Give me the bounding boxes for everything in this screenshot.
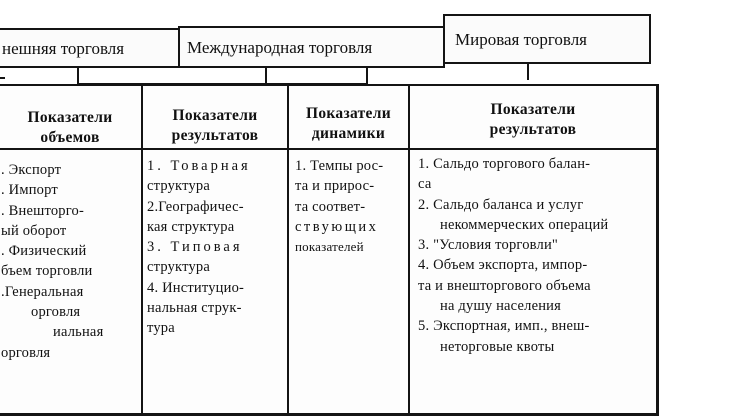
- list-item: .Генеральная: [1, 283, 84, 300]
- heading-line: результатов: [489, 121, 577, 138]
- indicator-column-volume: [0, 86, 141, 416]
- heading-line: результатов: [171, 127, 259, 144]
- list-item: ствующих: [295, 218, 379, 235]
- column-heading: [410, 100, 656, 140]
- indicator-list: [418, 154, 656, 357]
- list-item: иальная: [53, 324, 104, 341]
- trade-type-label: Мировая торговля: [455, 30, 587, 49]
- list-item: 5. Экспортная, имп., внеш-: [418, 318, 590, 335]
- indicator-column-results-2: [410, 86, 656, 416]
- list-item: бъем торговли: [1, 263, 93, 280]
- list-item: са: [418, 176, 432, 193]
- list-item: 4. Объем экспорта, импор-: [418, 257, 588, 274]
- list-item: 3. Типовая: [147, 239, 243, 256]
- list-item: 4. Институцио-: [147, 279, 245, 296]
- trade-type-international: [178, 26, 445, 68]
- list-item: тура: [147, 320, 175, 337]
- list-item: . Внешторго-: [1, 202, 84, 219]
- indicator-list: [147, 156, 287, 339]
- list-item: 1. Товарная: [147, 158, 251, 174]
- connector-vertical: [527, 64, 529, 80]
- connector-horizontal: [0, 77, 5, 79]
- indicator-column-results: [143, 86, 287, 416]
- trade-type-label: Международная торговля: [187, 38, 373, 57]
- trade-type-external: [0, 28, 180, 68]
- list-item: 2.Географичес-: [147, 198, 244, 215]
- heading-line: Показатели: [490, 101, 576, 118]
- column-heading: [143, 106, 287, 146]
- list-item: . Импорт: [1, 182, 58, 199]
- connector-vertical: [77, 68, 79, 84]
- list-item: та и внешторгового объема: [418, 277, 591, 294]
- list-item: . Физический: [1, 243, 87, 260]
- indicator-list: [1, 160, 141, 363]
- indicator-list: [295, 156, 408, 257]
- list-item: показателей: [295, 239, 364, 255]
- list-item: на душу населения: [440, 298, 561, 315]
- list-item: нальная струк-: [147, 300, 242, 317]
- heading-line: объемов: [40, 129, 100, 146]
- list-item: та соответ-: [295, 198, 366, 215]
- list-item: 2. Сальдо баланса и услуг: [418, 196, 584, 213]
- connector-vertical: [265, 68, 267, 84]
- connector-vertical: [366, 68, 368, 84]
- list-item: кая структура: [147, 218, 235, 235]
- column-heading: [289, 104, 408, 144]
- list-item: 1. Сальдо торгового балан-: [418, 156, 591, 172]
- list-item: неторговые квоты: [440, 338, 555, 355]
- list-item: структура: [147, 259, 210, 276]
- list-item: . Экспорт: [1, 162, 62, 178]
- heading-line: Показатели: [306, 105, 391, 122]
- heading-line: динамики: [311, 125, 386, 142]
- trade-type-label: нешняя торговля: [2, 39, 125, 58]
- indicator-table: [0, 84, 659, 416]
- list-item: орговля: [31, 304, 81, 321]
- list-item: 3. "Условия торговли": [418, 237, 559, 254]
- list-item: структура: [147, 178, 210, 195]
- trade-type-world: [443, 14, 651, 64]
- list-item: 1. Темпы рос-: [295, 158, 384, 174]
- list-item: та и прирос-: [295, 178, 375, 195]
- heading-line: Показатели: [172, 107, 258, 124]
- list-item: орговля: [1, 344, 51, 361]
- list-item: некоммерческих операций: [440, 216, 609, 233]
- heading-line: Показатели: [27, 109, 113, 126]
- indicator-column-dynamics: [289, 86, 408, 416]
- column-heading: [0, 108, 141, 148]
- list-item: ый оборот: [1, 222, 67, 239]
